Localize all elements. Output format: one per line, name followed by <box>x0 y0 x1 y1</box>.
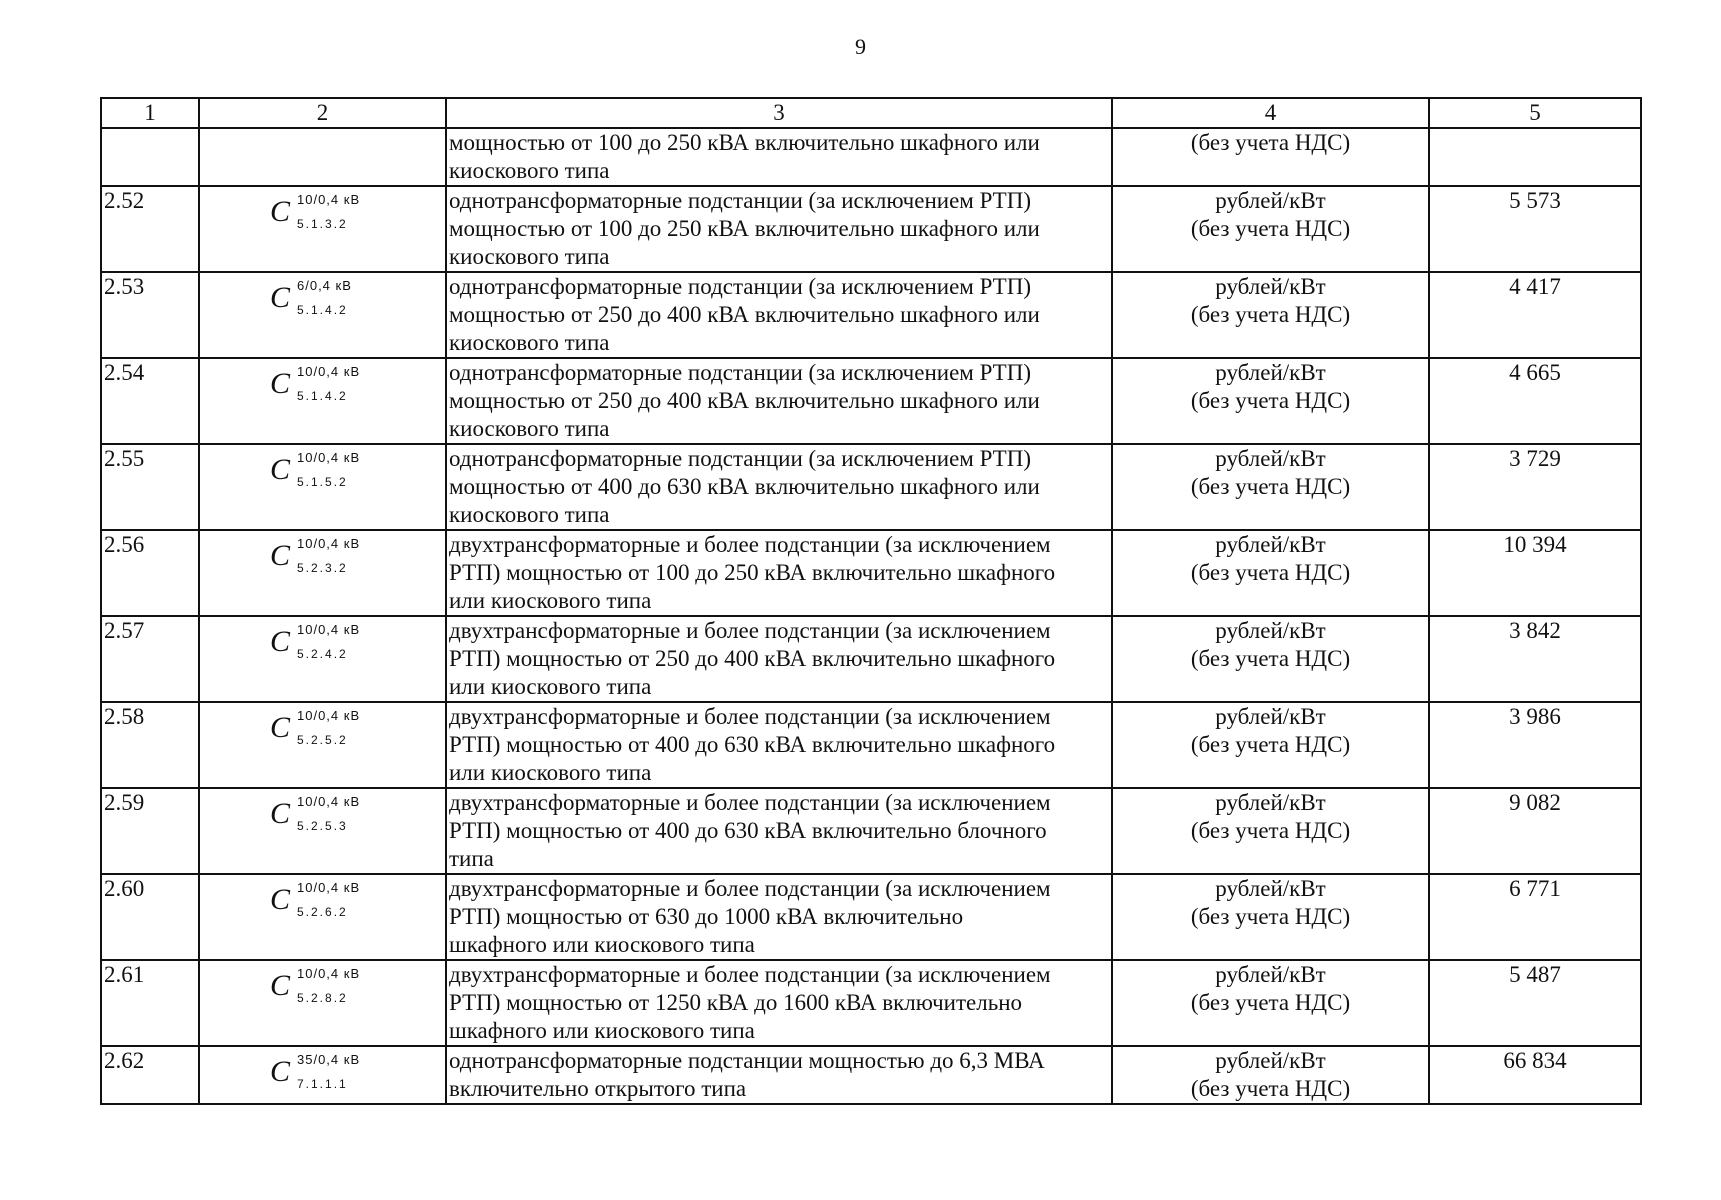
row-description <box>446 616 1112 702</box>
description-line: двухтрансформаторные и более подстанции (за исключением <box>449 876 1051 901</box>
voltage-superscript: 10/0,4 кВ <box>297 966 361 981</box>
unit-line: рублей/кВт <box>1215 790 1326 815</box>
page-number: 9 <box>855 34 866 59</box>
tariff-code <box>199 702 446 788</box>
row-value: 4 665 <box>1429 358 1641 444</box>
table-row <box>101 272 1641 358</box>
unit-line: (без учета НДС) <box>1190 302 1351 327</box>
unit-line: рублей/кВт <box>1215 274 1326 299</box>
header-col-5: 5 <box>1429 98 1641 128</box>
voltage-superscript: 10/0,4 кВ <box>297 450 361 465</box>
unit-line: (без учета НДС) <box>1190 732 1351 757</box>
unit-line: (без учета НДС) <box>1190 560 1351 585</box>
table-body <box>101 128 1641 1104</box>
description-line: двухтрансформаторные и более подстанции (за исключением <box>449 790 1051 815</box>
table-row <box>101 186 1641 272</box>
tariff-symbol: C <box>270 883 291 916</box>
index-subscript: 7.1.1.1 <box>297 1077 348 1091</box>
row-description <box>446 788 1112 874</box>
header-col-3: 3 <box>446 98 1112 128</box>
description-line: РТП) мощностью от 250 до 400 кВА включительно шкафного <box>449 646 1056 671</box>
index-subscript: 5.2.5.2 <box>297 733 348 747</box>
description-line: шкафного или киоскового типа <box>449 1018 755 1043</box>
row-number: 2.52 <box>101 186 199 272</box>
tariff-code <box>199 358 446 444</box>
description-line: однотрансформаторные подстанции (за исключением РТП) <box>449 274 1031 299</box>
voltage-superscript: 10/0,4 кВ <box>297 794 361 809</box>
row-description <box>446 874 1112 960</box>
row-description <box>446 960 1112 1046</box>
voltage-superscript: 10/0,4 кВ <box>297 880 361 895</box>
description-line: мощностью от 400 до 630 кВА включительно шкафного или <box>449 474 1040 499</box>
row-unit <box>1112 272 1429 358</box>
unit-line: рублей/кВт <box>1215 188 1326 213</box>
description-line: киоскового типа <box>449 330 610 355</box>
table-header <box>101 98 1641 128</box>
row-number: 2.58 <box>101 702 199 788</box>
description-line: двухтрансформаторные и более подстанции (за исключением <box>449 618 1051 643</box>
row-value: 6 771 <box>1429 874 1641 960</box>
row-value: 5 487 <box>1429 960 1641 1046</box>
description-line: киоскового типа <box>449 502 610 527</box>
description-line: киоскового типа <box>449 158 610 183</box>
index-subscript: 5.1.4.2 <box>297 303 348 317</box>
header-col-1: 1 <box>101 98 199 128</box>
tariff-symbol: C <box>270 625 291 658</box>
unit-line: (без учета НДС) <box>1190 388 1351 413</box>
voltage-superscript: 10/0,4 кВ <box>297 622 361 637</box>
row-number: 2.60 <box>101 874 199 960</box>
row-description <box>446 272 1112 358</box>
row-value: 5 573 <box>1429 186 1641 272</box>
tariff-code <box>199 186 446 272</box>
unit-line: рублей/кВт <box>1215 876 1326 901</box>
row-value: 3 986 <box>1429 702 1641 788</box>
tariff-code <box>199 788 446 874</box>
row-unit <box>1112 874 1429 960</box>
row-number <box>101 128 199 186</box>
row-unit <box>1112 1046 1429 1104</box>
row-unit <box>1112 358 1429 444</box>
row-value: 66 834 <box>1429 1046 1641 1104</box>
row-value: 3 729 <box>1429 444 1641 530</box>
row-unit <box>1112 444 1429 530</box>
row-unit <box>1112 186 1429 272</box>
row-value: 3 842 <box>1429 616 1641 702</box>
row-number: 2.62 <box>101 1046 199 1104</box>
header-row <box>101 98 1641 128</box>
tariff-symbol: C <box>270 281 291 314</box>
voltage-superscript: 35/0,4 кВ <box>297 1052 361 1067</box>
description-line: мощностью от 250 до 400 кВА включительно шкафного или <box>449 302 1040 327</box>
index-subscript: 5.1.5.2 <box>297 475 348 489</box>
voltage-superscript: 6/0,4 кВ <box>297 278 352 293</box>
tariff-symbol: C <box>270 969 291 1002</box>
tariff-code <box>199 874 446 960</box>
description-line: РТП) мощностью от 100 до 250 кВА включительно шкафного <box>449 560 1056 585</box>
row-unit <box>1112 128 1429 186</box>
tariff-code <box>199 960 446 1046</box>
row-number: 2.54 <box>101 358 199 444</box>
row-value <box>1429 128 1641 186</box>
tariff-symbol: C <box>270 453 291 486</box>
description-line: или киоскового типа <box>449 588 652 613</box>
row-value: 10 394 <box>1429 530 1641 616</box>
row-description <box>446 530 1112 616</box>
description-line: или киоскового типа <box>449 760 652 785</box>
description-line: включительно открытого типа <box>449 1076 747 1101</box>
unit-line: (без учета НДС) <box>1190 216 1351 241</box>
table-row <box>101 960 1641 1046</box>
tariff-code <box>199 128 446 186</box>
continuation-row <box>101 128 1641 186</box>
table-row <box>101 702 1641 788</box>
row-value: 4 417 <box>1429 272 1641 358</box>
row-value: 9 082 <box>1429 788 1641 874</box>
unit-line: рублей/кВт <box>1215 446 1326 471</box>
tariff-symbol: C <box>270 195 291 228</box>
index-subscript: 5.2.6.2 <box>297 905 348 919</box>
description-line: однотрансформаторные подстанции (за исключением РТП) <box>449 188 1031 213</box>
description-line: двухтрансформаторные и более подстанции (за исключением <box>449 532 1051 557</box>
description-line: РТП) мощностью от 1250 кВА до 1600 кВА включительно <box>449 990 1023 1015</box>
row-description <box>446 186 1112 272</box>
row-number: 2.55 <box>101 444 199 530</box>
unit-line: (без учета НДС) <box>1190 130 1351 155</box>
unit-line: (без учета НДС) <box>1190 818 1351 843</box>
unit-line: рублей/кВт <box>1215 1048 1326 1073</box>
tariff-code <box>199 1046 446 1104</box>
row-description <box>446 358 1112 444</box>
unit-line: (без учета НДС) <box>1190 904 1351 929</box>
unit-line: рублей/кВт <box>1215 962 1326 987</box>
voltage-superscript: 10/0,4 кВ <box>297 536 361 551</box>
voltage-superscript: 10/0,4 кВ <box>297 192 361 207</box>
table-row <box>101 1046 1641 1104</box>
table-row <box>101 616 1641 702</box>
row-number: 2.53 <box>101 272 199 358</box>
index-subscript: 5.2.8.2 <box>297 991 348 1005</box>
description-line: однотрансформаторные подстанции (за исключением РТП) <box>449 446 1031 471</box>
table-row <box>101 444 1641 530</box>
tariff-symbol: C <box>270 711 291 744</box>
tariff-code <box>199 444 446 530</box>
description-line: РТП) мощностью от 400 до 630 кВА включительно блочного <box>449 818 1047 843</box>
row-number: 2.56 <box>101 530 199 616</box>
unit-line: рублей/кВт <box>1215 360 1326 385</box>
description-line: мощностью от 100 до 250 кВА включительно шкафного или <box>449 130 1040 155</box>
row-unit <box>1112 616 1429 702</box>
tariff-symbol: C <box>270 539 291 572</box>
row-description <box>446 128 1112 186</box>
tariff-symbol: C <box>270 797 291 830</box>
unit-line: (без учета НДС) <box>1190 474 1351 499</box>
index-subscript: 5.1.3.2 <box>297 217 348 231</box>
row-unit <box>1112 530 1429 616</box>
unit-line: (без учета НДС) <box>1190 646 1351 671</box>
description-line: двухтрансформаторные и более подстанции (за исключением <box>449 962 1051 987</box>
unit-line: рублей/кВт <box>1215 618 1326 643</box>
unit-line: (без учета НДС) <box>1190 1076 1351 1101</box>
description-line: шкафного или киоскового типа <box>449 932 755 957</box>
description-line: однотрансформаторные подстанции (за исключением РТП) <box>449 360 1031 385</box>
tariff-symbol: C <box>270 1055 291 1088</box>
tariff-table <box>100 97 1642 1105</box>
unit-line: рублей/кВт <box>1215 532 1326 557</box>
row-number: 2.59 <box>101 788 199 874</box>
unit-line: (без учета НДС) <box>1190 990 1351 1015</box>
table-row <box>101 358 1641 444</box>
voltage-superscript: 10/0,4 кВ <box>297 708 361 723</box>
row-number: 2.61 <box>101 960 199 1046</box>
row-unit <box>1112 788 1429 874</box>
tariff-symbol: C <box>270 367 291 400</box>
tariff-code <box>199 616 446 702</box>
description-line: РТП) мощностью от 400 до 630 кВА включительно шкафного <box>449 732 1056 757</box>
description-line: мощностью от 250 до 400 кВА включительно шкафного или <box>449 388 1040 413</box>
index-subscript: 5.2.3.2 <box>297 561 348 575</box>
index-subscript: 5.2.5.3 <box>297 819 348 833</box>
description-line: мощностью от 100 до 250 кВА включительно шкафного или <box>449 216 1040 241</box>
description-line: киоскового типа <box>449 244 610 269</box>
description-line: или киоскового типа <box>449 674 652 699</box>
row-description <box>446 1046 1112 1104</box>
row-unit <box>1112 960 1429 1046</box>
table-row <box>101 874 1641 960</box>
description-line: двухтрансформаторные и более подстанции (за исключением <box>449 704 1051 729</box>
header-col-4: 4 <box>1112 98 1429 128</box>
description-line: киоскового типа <box>449 416 610 441</box>
tariff-code <box>199 272 446 358</box>
index-subscript: 5.1.4.2 <box>297 389 348 403</box>
row-description <box>446 702 1112 788</box>
row-unit <box>1112 702 1429 788</box>
unit-line: рублей/кВт <box>1215 704 1326 729</box>
table-row <box>101 788 1641 874</box>
row-description <box>446 444 1112 530</box>
description-line: однотрансформаторные подстанции мощностью до 6,3 МВА <box>449 1048 1045 1073</box>
description-line: РТП) мощностью от 630 до 1000 кВА включительно <box>449 904 964 929</box>
index-subscript: 5.2.4.2 <box>297 647 348 661</box>
tariff-code <box>199 530 446 616</box>
header-col-2: 2 <box>199 98 446 128</box>
table-row <box>101 530 1641 616</box>
row-number: 2.57 <box>101 616 199 702</box>
voltage-superscript: 10/0,4 кВ <box>297 364 361 379</box>
description-line: типа <box>449 846 494 871</box>
